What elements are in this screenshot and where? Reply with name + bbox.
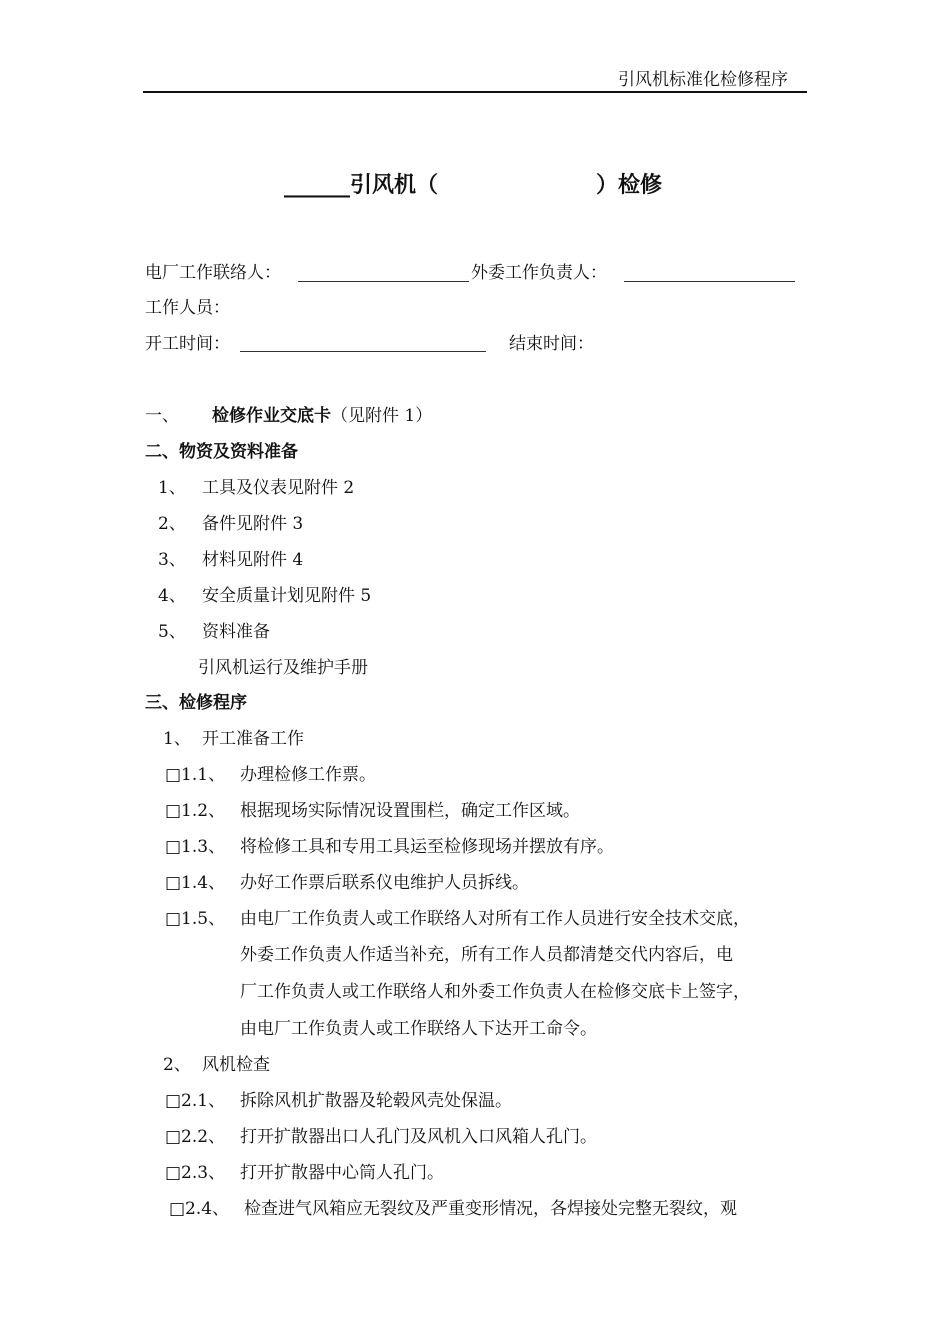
section2-item-num: 2、 xyxy=(158,514,186,534)
section2-title: 二、物资及资料准备 xyxy=(145,442,298,462)
section2-item-num: 3、 xyxy=(158,550,186,570)
start-time-field[interactable] xyxy=(240,351,486,352)
section2-item-text: 安全质量计划见附件 5 xyxy=(202,586,372,606)
section2-item-num: 4、 xyxy=(158,586,186,606)
step-num: □1.2、 xyxy=(165,801,226,821)
step-text-line: 由电厂工作负责人或工作联络人对所有工作人员进行安全技术交底， xyxy=(240,909,750,929)
step-text-line: 厂工作负责人或工作联络人和外委工作负责人在检修交底卡上签字， xyxy=(240,982,750,1002)
section2-item-text: 资料准备 xyxy=(202,622,270,642)
step-num: □2.2、 xyxy=(165,1127,226,1147)
sub1-num: 1、 xyxy=(163,729,191,749)
step-text: 拆除风机扩散器及轮毂风壳处保温。 xyxy=(240,1091,512,1111)
section1-heading xyxy=(212,405,432,427)
step-text: 检查进气风箱应无裂纹及严重变形情况，各焊接处完整无裂纹，观 xyxy=(244,1199,737,1219)
step-text-line: 外委工作负责人作适当补充，所有工作人员都清楚交代内容后，电 xyxy=(240,945,733,965)
section1-note: （见附件 1） xyxy=(331,406,433,426)
step-text: 办好工作票后联系仪电维护人员拆线。 xyxy=(240,873,529,893)
sub1-title: 开工准备工作 xyxy=(202,729,304,749)
title-main: 引风机（ xyxy=(350,173,439,198)
section2-item-num: 5、 xyxy=(158,622,186,642)
section1-title: 检修作业交底卡 xyxy=(212,406,331,426)
header-doc-title: 引风机标准化检修程序 xyxy=(618,70,788,90)
sub2-num: 2、 xyxy=(163,1055,191,1075)
step-num: □2.4、 xyxy=(169,1199,230,1219)
page-title xyxy=(284,172,438,200)
section2-item-text: 备件见附件 3 xyxy=(202,514,304,534)
title-blank: ______ xyxy=(284,173,350,198)
title-closing: ）检修 xyxy=(596,173,663,198)
section2-item-num: 1、 xyxy=(158,478,186,498)
staff-label: 工作人员： xyxy=(145,298,230,318)
section3-title: 三、检修程序 xyxy=(145,693,247,713)
outsourced-label: 外委工作负责人： xyxy=(471,263,607,283)
step-text: 将检修工具和专用工具运至检修现场并摆放有序。 xyxy=(240,837,614,857)
section2-item-text: 材料见附件 4 xyxy=(202,550,304,570)
header-divider xyxy=(143,91,807,93)
step-num: □2.3、 xyxy=(165,1163,226,1183)
step-num: □1.3、 xyxy=(165,837,226,857)
step-num: □1.1、 xyxy=(165,765,226,785)
step-num: □1.5、 xyxy=(165,909,226,929)
step-text: 根据现场实际情况设置围栏，确定工作区域。 xyxy=(240,801,580,821)
step-text: 打开扩散器中心筒人孔门。 xyxy=(240,1163,444,1183)
step-text: 办理检修工作票。 xyxy=(240,765,376,785)
section2-item-text: 工具及仪表见附件 2 xyxy=(202,478,355,498)
start-time-label: 开工时间： xyxy=(145,334,230,354)
sub2-title: 风机检查 xyxy=(202,1055,270,1075)
step-text-line: 由电厂工作负责人或工作联络人下达开工命令。 xyxy=(240,1019,597,1039)
step-num: □2.1、 xyxy=(165,1091,226,1111)
section2-sub-item: 引风机运行及维护手册 xyxy=(198,658,368,678)
section1-num: 一、 xyxy=(145,406,179,426)
end-time-label: 结束时间： xyxy=(509,334,594,354)
step-text: 打开扩散器出口人孔门及风机入口风箱人孔门。 xyxy=(240,1127,597,1147)
contact-label: 电厂工作联络人： xyxy=(145,263,281,283)
step-num: □1.4、 xyxy=(165,873,226,893)
outsourced-field[interactable] xyxy=(624,281,795,282)
contact-field[interactable] xyxy=(298,281,469,282)
